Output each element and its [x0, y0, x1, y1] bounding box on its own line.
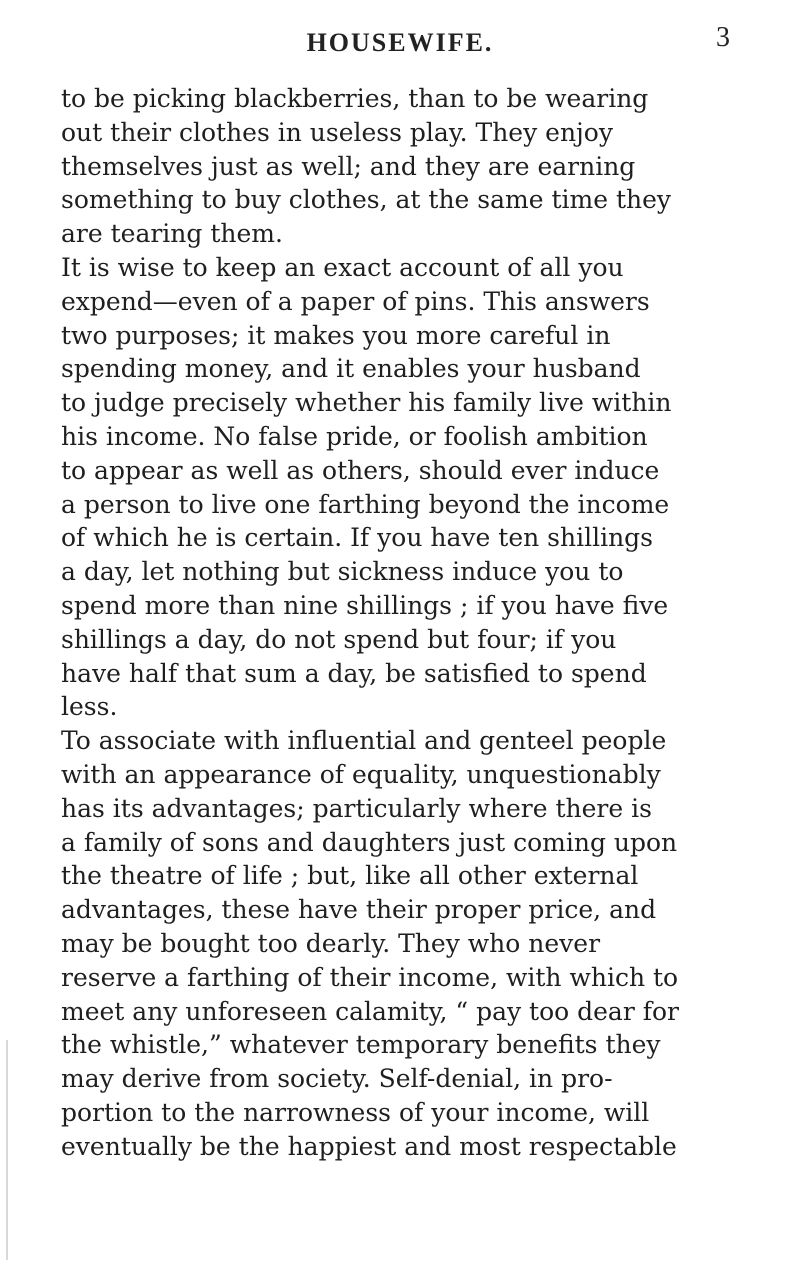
text-line: may be bought too dearly. They who never — [61, 928, 601, 958]
text-line: may derive from society. Self-denial, in pro- — [61, 1064, 613, 1094]
text-line: the theatre of life ; but, like all other external — [61, 861, 639, 891]
text-line: are tearing them. — [61, 219, 283, 249]
text-line: portion to the narrowness of your income, will — [61, 1097, 650, 1127]
text-line: a day, let nothing but sickness induce you to — [61, 557, 624, 587]
text-line: a family of sons and daughters just coming upon — [61, 827, 678, 857]
text-line: shillings a day, do not spend but four; if you — [61, 624, 617, 654]
text-line: of which he is certain. If you have ten shillings — [61, 523, 654, 553]
text-line: has its advantages; particularly where there is — [61, 793, 652, 823]
text-line: have half that sum a day, be satisfied to spend — [61, 658, 647, 688]
text-line: to judge precisely whether his family live within — [61, 388, 672, 418]
text-line: spend more than nine shillings ; if you have five — [61, 590, 669, 620]
running-head — [60, 22, 740, 68]
text-line: expend—even of a paper of pins. This answers — [61, 286, 650, 316]
text-line: something to buy clothes, at the same time they — [61, 185, 672, 215]
text-line: spending money, and it enables your husband — [61, 354, 641, 384]
text-line: with an appearance of equality, unquestionably — [61, 759, 661, 789]
text-line: meet any unforeseen calamity, “ pay too dear for — [61, 996, 679, 1026]
text-line: out their clothes in useless play. They enjoy — [61, 117, 613, 147]
page-number: 3 — [716, 22, 730, 53]
text-line: his income. No false pride, or foolish ambition — [61, 421, 648, 451]
text-line: advantages, these have their proper price, and — [61, 895, 657, 925]
text-line: To associate with influential and genteel people — [61, 726, 667, 756]
text-line: reserve a farthing of their income, with which to — [61, 962, 679, 992]
body-text — [61, 82, 761, 1164]
text-line: themselves just as well; and they are earning — [61, 151, 636, 181]
running-title: HOUSEWIFE. — [306, 28, 494, 57]
text-line: less. — [61, 692, 118, 722]
text-line: the whistle,” whatever temporary benefits they — [61, 1030, 661, 1060]
text-line: It is wise to keep an exact account of all you — [61, 252, 624, 282]
text-line: two purposes; it makes you more careful in — [61, 320, 611, 350]
text-line: a person to live one farthing beyond the income — [61, 489, 670, 519]
text-line: to be picking blackberries, than to be wearing — [61, 84, 649, 113]
page-edge-shadow — [6, 1040, 8, 1260]
text-line: to appear as well as others, should ever induce — [61, 455, 660, 485]
text-line: eventually be the happiest and most respectable — [61, 1131, 677, 1161]
